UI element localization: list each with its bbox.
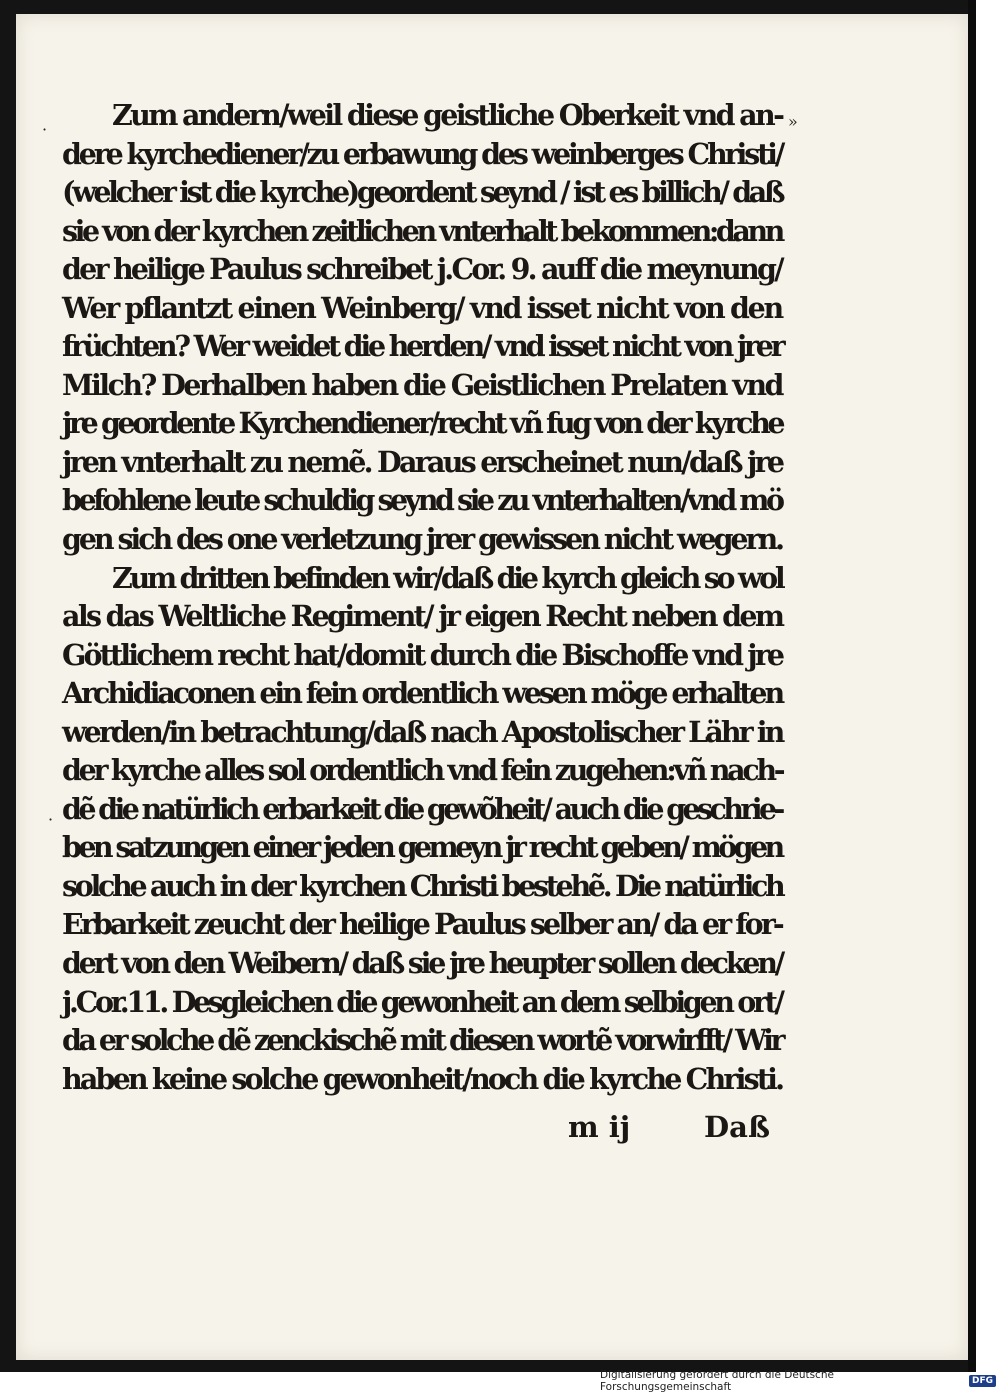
- text-line: als das Weltliche Regiment/ jr eigen Recht neben dem: [62, 599, 783, 634]
- text-line: Wer pflantzt einen Weinberg/ vnd isset nicht von den: [62, 290, 782, 325]
- text-line: dere kyrchediener/zu erbawung des weinberges Christi/: [62, 136, 783, 171]
- text-line: dẽ die natürlich erbarkeit die gewõheit/ auch die geschrie-: [62, 791, 782, 826]
- text-line: j.Cor.11. Desgleichen die gewonheit an dem selbigen ort/: [62, 984, 782, 1019]
- text-line: Zum dritten befinden wir/daß die kyrch gleich so wol: [112, 560, 783, 595]
- funding-footer: [600, 1369, 1000, 1393]
- text-line: solche auch in der kyrchen Christi bestehẽ. Die natürlich: [62, 868, 783, 903]
- text-line: haben keine solche gewonheit/noch die kyrche Christi.: [62, 1061, 783, 1096]
- text-line: befohlene leute schuldig seynd sie zu vnterhalten/vnd mö: [62, 483, 782, 518]
- text-line: Göttlichem recht hat/domit durch die Bischoffe vnd jre: [62, 637, 783, 672]
- text-line: sie von der kyrchen zeitlichen vnterhalt bekommen:dann: [62, 213, 782, 248]
- text-line: Archidiaconen ein fein ordentlich wesen möge erhalten: [62, 676, 783, 711]
- text-line: der kyrche alles sol ordentlich vnd fein zugehen:vñ nach-: [62, 753, 783, 788]
- page-text: [62, 96, 782, 1098]
- text-line: gen sich des one verletzung jrer gewissen nicht wegern.: [62, 522, 782, 557]
- text-line: ben satzungen einer jeden gemeyn jr recht geben/ mögen: [62, 830, 782, 865]
- text-line: dert von den Weibern/ daß sie jre heupter sollen decken/: [62, 946, 782, 981]
- margin-mark: »: [788, 112, 798, 131]
- funding-note: Digitalisierung gefördert durch die Deutsche Forschungsgemeinschaft: [600, 1369, 834, 1393]
- page-foot: [560, 1110, 770, 1148]
- text-line: werden/in betrachtung/daß nach Apostolischer Lähr in: [62, 714, 783, 749]
- text-line: jre geordente Kyrchendiener/recht vñ fug von der kyrche: [62, 406, 783, 441]
- text-line: Erbarkeit zeucht der heilige Paulus selber an/ da er for-: [62, 907, 782, 942]
- catchword: Daß: [704, 1110, 770, 1144]
- margin-dot: ·: [42, 120, 48, 139]
- dfg-logo: DFG: [969, 1375, 996, 1387]
- margin-dot: ·: [48, 810, 54, 829]
- text-line: (welcher ist die kyrche)geordent seynd / ist es billich/ daß: [62, 175, 783, 210]
- text-line: Zum andern/weil diese geistliche Oberkeit vnd an-: [112, 98, 783, 132]
- text-line: Milch? Derhalben haben die Geistlichen Prelaten vnd: [62, 367, 782, 402]
- text-line: da er solche dẽ zenckischẽ mit diesen wortẽ vorwirfft/ Wir: [62, 1023, 782, 1058]
- text-line: der heilige Paulus schreibet j.Cor. 9. auff die meynung/: [62, 252, 782, 287]
- page-edge-shadow: [968, 0, 976, 1372]
- signature-mark: m ij: [568, 1110, 631, 1144]
- text-line: früchten? Wer weidet die herden/ vnd isset nicht von jrer: [62, 329, 783, 364]
- text-line: jren vnterhalt zu nemẽ. Daraus erscheinet nun/daß jre: [62, 444, 783, 479]
